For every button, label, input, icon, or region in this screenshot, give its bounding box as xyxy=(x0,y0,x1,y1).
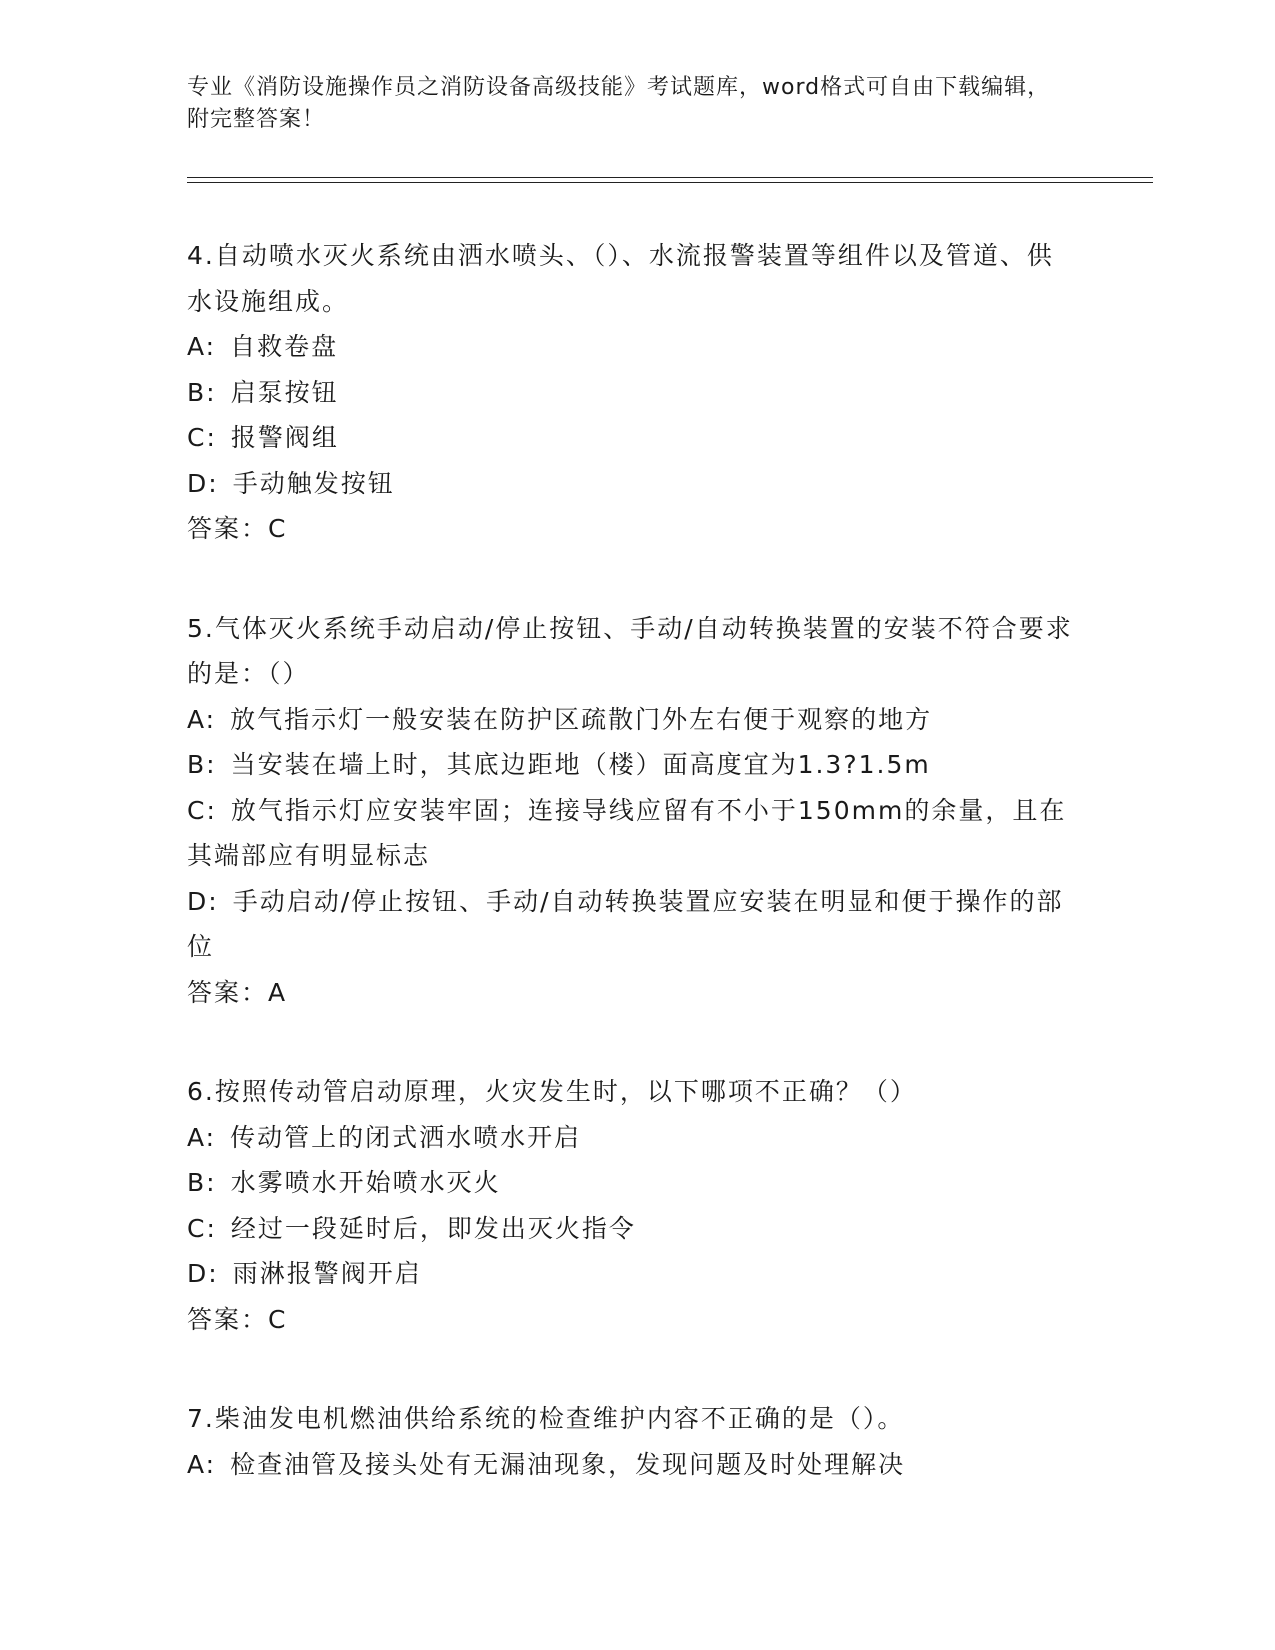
option-letter: A: xyxy=(187,704,217,734)
option-letter: D: xyxy=(187,1259,219,1288)
header-text: 专业《消防设施操作员之消防设备高级技能》考试题库，word格式可自由下载编辑，附完整答案！ xyxy=(187,75,1051,132)
option-text: 启泵按钮 xyxy=(230,377,339,407)
question-stem: 6.按照传动管启动原理，火灾发生时，以下哪项不正确？（） xyxy=(187,1077,917,1106)
question-stem: 7.柴油发电机燃油供给系统的检查维护内容不正确的是（）。 xyxy=(187,1404,905,1433)
option-b xyxy=(187,1160,1077,1206)
option-text: 经过一段延时后，即发出灭火指令 xyxy=(230,1213,636,1243)
answer-line: 答案：C xyxy=(187,514,288,543)
option-a xyxy=(187,324,1077,370)
option-text: 自救卷盘 xyxy=(230,332,339,361)
option-b xyxy=(187,370,1077,416)
answer-line: 答案：A xyxy=(187,977,288,1007)
option-d xyxy=(187,1251,1077,1297)
option-text: 检查油管及接头处有无漏油现象，发现问题及时处理解决 xyxy=(230,1449,906,1479)
option-text: 手动启动/停止按钮、手动/自动转换装置应安装在明显和便于操作的部位 xyxy=(187,886,1064,961)
question-6 xyxy=(187,1069,1077,1342)
option-a xyxy=(187,1115,1077,1161)
question-list xyxy=(187,233,1077,1541)
question-stem: 4.自动喷水灭火系统由洒水喷头、（）、水流报警装置等组件以及管道、供水设施组成。 xyxy=(187,241,1054,316)
option-text: 报警阀组 xyxy=(230,423,339,452)
option-c xyxy=(187,788,1077,879)
header-divider-bottom xyxy=(187,182,1153,183)
option-c xyxy=(187,1206,1077,1252)
option-text: 传动管上的闭式洒水喷水开启 xyxy=(230,1122,582,1152)
option-text: 水雾喷水开始喷水灭火 xyxy=(230,1168,501,1197)
option-letter: A: xyxy=(187,332,217,361)
option-letter: C: xyxy=(187,795,217,825)
option-c xyxy=(187,415,1077,461)
option-d xyxy=(187,461,1077,507)
option-letter: B: xyxy=(187,1168,217,1197)
option-a xyxy=(187,1442,1077,1488)
answer-line: 答案：C xyxy=(187,1304,288,1334)
option-text: 放气指示灯一般安装在防护区疏散门外左右便于观察的地方 xyxy=(230,704,933,734)
option-text: 雨淋报警阀开启 xyxy=(232,1259,422,1288)
document-header xyxy=(187,72,1067,136)
option-text: 放气指示灯应安装牢固；连接导线应留有不小于150mm的余量，且在其端部应有明显标志 xyxy=(187,795,1067,870)
option-a xyxy=(187,697,1077,743)
option-text: 当安装在墙上时，其底边距地（楼）面高度宜为1.3?1.5m xyxy=(230,750,931,779)
option-letter: A: xyxy=(187,1449,217,1479)
option-letter: C: xyxy=(187,423,217,452)
option-letter: A: xyxy=(187,1122,217,1152)
option-b xyxy=(187,742,1077,788)
option-letter: D: xyxy=(187,468,219,498)
question-4 xyxy=(187,233,1077,552)
option-letter: C: xyxy=(187,1213,217,1243)
header-divider-top xyxy=(187,177,1153,178)
option-text: 手动触发按钮 xyxy=(232,468,395,498)
option-letter: D: xyxy=(187,886,219,916)
option-d xyxy=(187,879,1077,970)
question-5 xyxy=(187,606,1077,1016)
question-7 xyxy=(187,1396,1077,1487)
option-letter: B: xyxy=(187,750,217,779)
option-letter: B: xyxy=(187,377,217,407)
question-stem: 5.气体灭火系统手动启动/停止按钮、手动/自动转换装置的安装不符合要求的是：（） xyxy=(187,613,1073,688)
